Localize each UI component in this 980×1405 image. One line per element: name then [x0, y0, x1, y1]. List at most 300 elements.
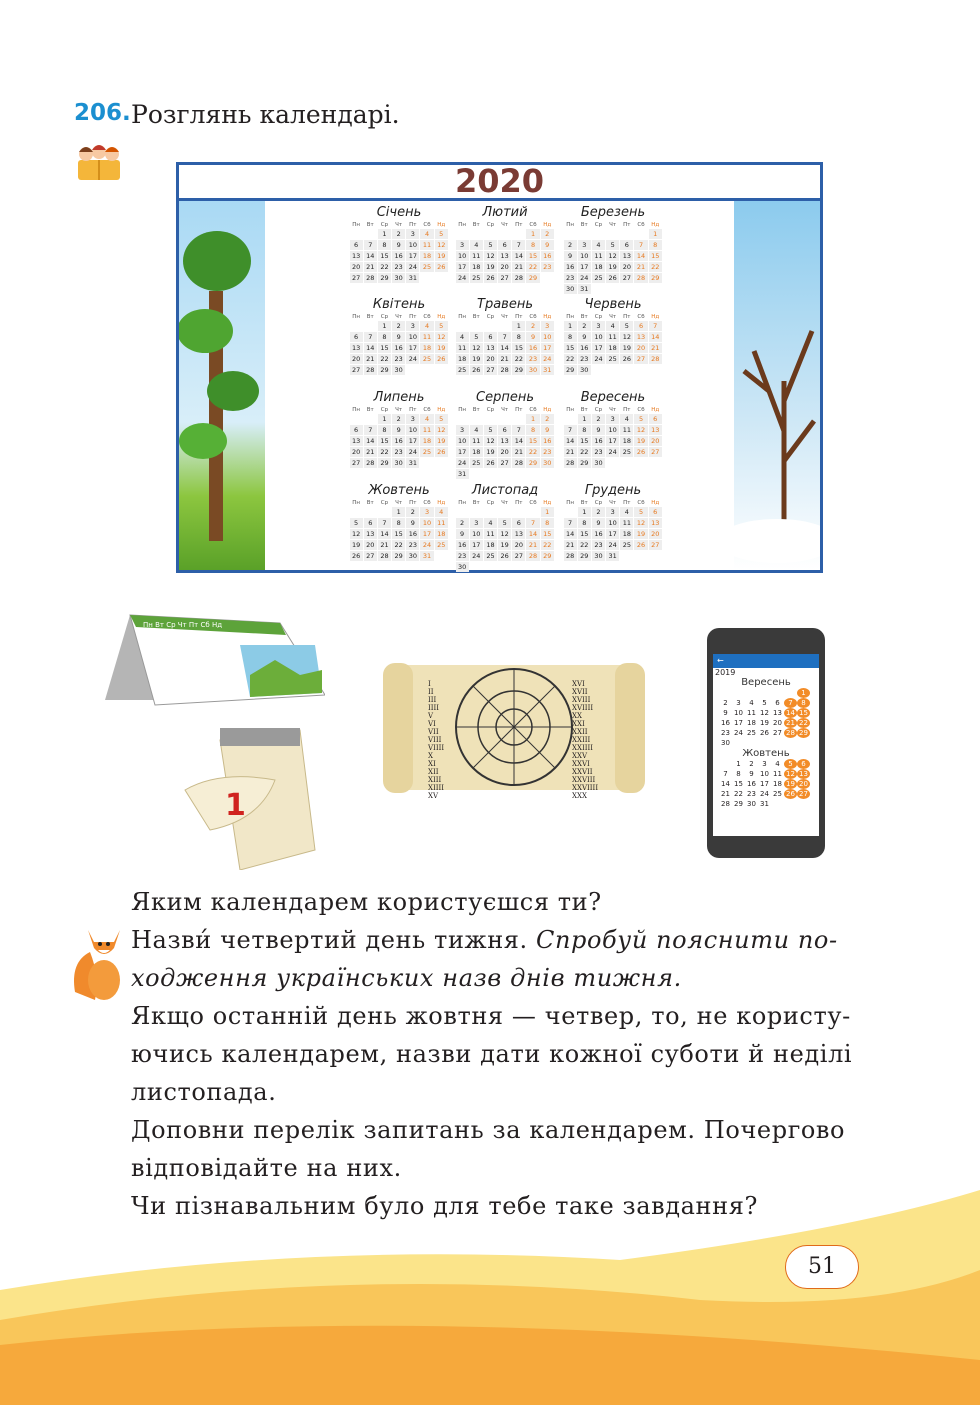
day-cell: 24: [592, 354, 605, 364]
day-cell: 4: [620, 414, 633, 424]
day-cell: 8: [378, 425, 391, 435]
weekday-header: [455, 222, 555, 228]
phone-day-cell[interactable]: 13: [797, 769, 810, 779]
day-cell: 15: [378, 436, 391, 446]
day-cell: 21: [378, 540, 391, 550]
day-cell: 29: [564, 365, 577, 375]
weekday-label: Сб: [423, 222, 431, 228]
scroll-numeral: XX: [572, 712, 582, 720]
weekday-label: Пн: [566, 314, 574, 320]
day-cell: 14: [564, 529, 577, 539]
empty-cell: [512, 229, 525, 239]
weekday-label: Нд: [437, 500, 446, 506]
phone-day-cell[interactable]: 30: [721, 739, 730, 747]
day-cell: 15: [526, 436, 539, 446]
scroll-numeral: XXVIIII: [572, 784, 599, 792]
day-cell: 4: [420, 414, 433, 424]
phone-day-cell[interactable]: 21: [721, 790, 730, 798]
question-line-3: ходження українських назв днів тижня.: [131, 964, 682, 992]
weekday-label: Пн: [458, 314, 466, 320]
phone-day-cell[interactable]: 5: [784, 759, 797, 769]
day-cell: 12: [470, 343, 483, 353]
desk-weekday: Сб: [200, 621, 210, 629]
weekday-label: Пт: [409, 222, 417, 228]
day-cell: 8: [512, 332, 525, 342]
day-cell: 11: [606, 332, 619, 342]
day-cell: 22: [378, 354, 391, 364]
day-cell: 6: [350, 240, 363, 250]
phone-day-cell[interactable]: 19: [784, 779, 797, 789]
day-cell: 3: [470, 518, 483, 528]
phone-day-cell[interactable]: 29: [797, 728, 810, 738]
weekday-header: [349, 314, 449, 320]
weekday-label: Ср: [594, 500, 603, 506]
weekday-label: Сб: [637, 407, 645, 413]
day-cell: 26: [435, 447, 448, 457]
day-cell: 4: [470, 240, 483, 250]
phone-day-cell[interactable]: 11: [747, 709, 756, 717]
day-cell: 17: [578, 262, 591, 272]
day-cell: 31: [420, 551, 433, 561]
phone-day-cell[interactable]: 25: [747, 729, 756, 737]
day-cell: 19: [435, 343, 448, 353]
empty-cell: [378, 507, 391, 517]
phone-day-cell[interactable]: 26: [760, 729, 769, 737]
day-cell: 30: [592, 458, 605, 468]
empty-cell: [364, 414, 377, 424]
day-cell: 26: [484, 458, 497, 468]
weekday-label: Пт: [409, 407, 417, 413]
desk-weekday: Вт: [155, 621, 164, 629]
day-cell: 4: [456, 332, 469, 342]
weekday-label: Вт: [580, 314, 588, 320]
day-cell: 28: [512, 458, 525, 468]
day-cell: 8: [541, 518, 554, 528]
phone-day-cell[interactable]: 17: [734, 719, 743, 727]
day-cell: 11: [420, 240, 433, 250]
day-cell: 17: [406, 251, 419, 261]
month-block: [349, 297, 449, 375]
phone-day-cell[interactable]: 12: [760, 709, 769, 717]
day-cell: 22: [392, 540, 405, 550]
phone-day-cell[interactable]: 23: [747, 790, 756, 798]
phone-day-cell[interactable]: 16: [721, 719, 730, 727]
empty-cell: [470, 507, 483, 517]
question-line-9: Чи пізнавальним було для тебе таке завдання?: [131, 1192, 758, 1220]
day-cell: 22: [649, 262, 662, 272]
desk-weekday: Нд: [211, 621, 223, 629]
day-cell: 5: [634, 507, 647, 517]
phone-day-cell[interactable]: 7: [784, 698, 797, 708]
days-grid: [455, 228, 555, 283]
empty-cell: [620, 229, 633, 239]
day-cell: 25: [420, 262, 433, 272]
scroll-numeral: VII: [428, 728, 439, 736]
day-cell: 29: [578, 458, 591, 468]
phone-day-cell[interactable]: 15: [797, 708, 810, 718]
day-cell: 8: [564, 332, 577, 342]
day-cell: 6: [634, 321, 647, 331]
phone-back-arrow-icon[interactable]: ←: [713, 654, 819, 668]
weekday-header: [563, 500, 663, 506]
day-cell: 7: [526, 518, 539, 528]
empty-cell: [564, 229, 577, 239]
weekday-label: Нд: [651, 500, 660, 506]
day-cell: 16: [392, 251, 405, 261]
phone-day-cell[interactable]: 29: [734, 800, 743, 808]
day-cell: 23: [578, 354, 591, 364]
phone-day-cell[interactable]: 10: [734, 709, 743, 717]
day-cell: 31: [406, 458, 419, 468]
day-cell: 15: [392, 529, 405, 539]
day-cell: 12: [435, 240, 448, 250]
phone-day-cell[interactable]: 2: [749, 760, 754, 768]
day-cell: 2: [526, 321, 539, 331]
phone-day-cell[interactable]: 14: [721, 780, 730, 788]
phone-day-cell[interactable]: 12: [784, 769, 797, 779]
day-cell: 14: [498, 343, 511, 353]
weekday-header: [563, 407, 663, 413]
phone-day-cell[interactable]: 20: [773, 719, 782, 727]
day-cell: 6: [350, 425, 363, 435]
day-cell: 27: [484, 365, 497, 375]
empty-cell: [456, 229, 469, 239]
weekday-label: Чт: [609, 407, 617, 413]
day-cell: 29: [526, 273, 539, 283]
phone-day-cell[interactable]: 28: [721, 800, 730, 808]
phone-day-cell[interactable]: 22: [797, 718, 810, 728]
phone-day-cell[interactable]: 9: [749, 770, 754, 778]
scroll-numeral: XI: [428, 760, 436, 768]
day-cell: 21: [634, 262, 647, 272]
day-cell: 17: [406, 436, 419, 446]
day-cell: 14: [649, 332, 662, 342]
phone-day-cell[interactable]: 24: [760, 790, 769, 798]
weekday-label: Пн: [566, 500, 574, 506]
desk-weekday: Пт: [188, 621, 199, 629]
day-cell: 19: [498, 540, 511, 550]
empty-cell: [784, 688, 797, 698]
day-cell: 20: [498, 262, 511, 272]
day-cell: 16: [541, 436, 554, 446]
day-cell: 9: [564, 251, 577, 261]
day-cell: 28: [364, 458, 377, 468]
day-cell: 7: [364, 332, 377, 342]
month-block: [563, 483, 663, 561]
day-cell: 7: [564, 425, 577, 435]
phone-day-cell[interactable]: 8: [736, 770, 741, 778]
weekday-header: [455, 407, 555, 413]
day-cell: 16: [456, 540, 469, 550]
day-cell: 3: [592, 321, 605, 331]
day-cell: 6: [649, 414, 662, 424]
day-cell: 6: [350, 332, 363, 342]
question-line-2-italic: Спробуй пояснити по-: [536, 926, 838, 954]
phone-day-cell[interactable]: 7: [723, 770, 728, 778]
day-cell: 11: [435, 518, 448, 528]
day-cell: 5: [620, 321, 633, 331]
day-cell: 7: [364, 240, 377, 250]
weekday-label: Нд: [651, 314, 660, 320]
day-cell: 4: [420, 321, 433, 331]
phone-day-cell[interactable]: 27: [773, 729, 782, 737]
day-cell: 9: [392, 240, 405, 250]
weekday-label: Пт: [515, 407, 523, 413]
day-cell: 27: [620, 273, 633, 283]
day-cell: 18: [620, 436, 633, 446]
weekday-label: Пт: [409, 500, 417, 506]
empty-cell: [470, 321, 483, 331]
month-name: Вересень: [580, 390, 646, 405]
day-cell: 6: [484, 332, 497, 342]
day-cell: 18: [435, 529, 448, 539]
weekday-label: Пт: [623, 407, 631, 413]
days-grid: [349, 228, 449, 283]
weekday-label: Пт: [409, 314, 417, 320]
phone-day-cell[interactable]: 18: [773, 780, 782, 788]
phone-day-cell[interactable]: 16: [747, 780, 756, 788]
day-cell: 12: [484, 251, 497, 261]
day-cell: 8: [649, 240, 662, 250]
weekday-label: Ср: [594, 407, 603, 413]
phone-day-cell[interactable]: 28: [784, 728, 797, 738]
day-cell: 29: [526, 458, 539, 468]
day-cell: 17: [541, 343, 554, 353]
phone-day-cell[interactable]: 14: [784, 708, 797, 718]
days-grid: [349, 413, 449, 468]
phone-day-cell[interactable]: 23: [721, 729, 730, 737]
poster-year: 2020: [454, 162, 545, 200]
day-cell: 14: [364, 343, 377, 353]
day-cell: 9: [392, 332, 405, 342]
day-cell: 10: [406, 425, 419, 435]
days-grid: [563, 413, 663, 468]
day-cell: 11: [620, 518, 633, 528]
empty-cell: [578, 229, 591, 239]
phone-day-cell[interactable]: 25: [773, 790, 782, 798]
day-cell: 4: [606, 321, 619, 331]
phone-day-cell[interactable]: 27: [797, 789, 810, 799]
scroll-numeral: XVIIII: [572, 704, 594, 712]
day-cell: 12: [606, 251, 619, 261]
phone-day-cell[interactable]: 20: [797, 779, 810, 789]
phone-day-cell[interactable]: 9: [723, 709, 728, 717]
day-cell: 13: [484, 343, 497, 353]
month-block: [455, 390, 555, 479]
day-cell: 19: [350, 540, 363, 550]
phone-month-grid: [713, 759, 819, 809]
day-cell: 28: [498, 365, 511, 375]
phone-day-cell[interactable]: 4: [749, 699, 754, 707]
day-cell: 14: [512, 436, 525, 446]
day-cell: 13: [350, 251, 363, 261]
phone-day-cell[interactable]: 1: [797, 688, 810, 698]
day-cell: 18: [470, 447, 483, 457]
day-cell: 19: [435, 251, 448, 261]
weekday-header: [349, 407, 449, 413]
day-cell: 16: [392, 436, 405, 446]
phone-day-cell[interactable]: 6: [797, 759, 810, 769]
day-cell: 26: [606, 273, 619, 283]
desk-weekday: Ср: [166, 621, 176, 629]
question-line-8: відповідайте на них.: [131, 1154, 402, 1182]
phone-day-cell[interactable]: 4: [775, 760, 780, 768]
day-cell: 21: [364, 447, 377, 457]
empty-cell: [745, 688, 758, 698]
day-cell: 26: [435, 262, 448, 272]
weekday-label: Сб: [529, 407, 537, 413]
day-cell: 23: [392, 354, 405, 364]
month-block: [563, 205, 663, 294]
weekday-label: Ср: [380, 222, 389, 228]
weekday-label: Чт: [501, 222, 509, 228]
day-cell: 21: [649, 343, 662, 353]
day-cell: 11: [470, 436, 483, 446]
empty-cell: [719, 688, 732, 698]
weekday-label: Нд: [543, 314, 552, 320]
day-cell: 18: [484, 540, 497, 550]
day-cell: 31: [578, 284, 591, 294]
day-cell: 3: [456, 240, 469, 250]
phone-day-cell[interactable]: 5: [762, 699, 767, 707]
day-cell: 1: [392, 507, 405, 517]
day-cell: 7: [564, 518, 577, 528]
day-cell: 5: [484, 240, 497, 250]
day-cell: 12: [620, 332, 633, 342]
phone-day-cell[interactable]: 3: [762, 760, 767, 768]
day-cell: 27: [512, 551, 525, 561]
month-block: [455, 297, 555, 375]
day-cell: 25: [592, 273, 605, 283]
day-cell: 18: [420, 436, 433, 446]
weekday-label: Пн: [352, 314, 360, 320]
day-cell: 4: [484, 518, 497, 528]
phone-day-cell[interactable]: 15: [734, 780, 743, 788]
day-cell: 7: [378, 518, 391, 528]
day-cell: 22: [378, 262, 391, 272]
day-cell: 22: [578, 540, 591, 550]
phone-day-cell[interactable]: 26: [784, 789, 797, 799]
day-cell: 2: [592, 507, 605, 517]
day-cell: 8: [526, 240, 539, 250]
desk-calendar-weekdays: [143, 621, 222, 629]
weekday-label: Сб: [637, 500, 645, 506]
empty-cell: [364, 321, 377, 331]
day-cell: 23: [526, 354, 539, 364]
phone-day-cell[interactable]: 19: [760, 719, 769, 727]
phone-day-cell[interactable]: 8: [797, 698, 810, 708]
day-cell: 5: [435, 321, 448, 331]
empty-cell: [350, 229, 363, 239]
day-cell: 24: [406, 447, 419, 457]
month-block: [455, 483, 555, 572]
weekday-header: [455, 500, 555, 506]
phone-day-cell[interactable]: 11: [773, 770, 782, 778]
day-cell: 2: [392, 414, 405, 424]
day-cell: 21: [564, 540, 577, 550]
scroll-numeral: III: [428, 696, 437, 704]
phone-day-cell[interactable]: 3: [736, 699, 741, 707]
phone-day-cell[interactable]: 6: [775, 699, 780, 707]
day-cell: 23: [592, 447, 605, 457]
day-cell: 29: [378, 458, 391, 468]
empty-cell: [350, 414, 363, 424]
day-cell: 22: [564, 354, 577, 364]
day-cell: 15: [578, 436, 591, 446]
phone-day-cell[interactable]: 17: [760, 780, 769, 788]
day-cell: 24: [470, 551, 483, 561]
phone-day-cell[interactable]: 13: [773, 709, 782, 717]
scroll-numeral: XVII: [572, 688, 588, 696]
day-cell: 11: [470, 251, 483, 261]
weekday-label: Вт: [366, 500, 374, 506]
phone-screen: [713, 654, 819, 836]
day-cell: 28: [564, 458, 577, 468]
day-cell: 19: [435, 436, 448, 446]
day-cell: 17: [592, 343, 605, 353]
day-cell: 3: [456, 425, 469, 435]
day-cell: 9: [592, 518, 605, 528]
day-cell: 15: [578, 529, 591, 539]
month-block: [563, 297, 663, 375]
day-cell: 12: [498, 529, 511, 539]
day-cell: 15: [378, 343, 391, 353]
weekday-label: Вт: [366, 407, 374, 413]
phone-day-cell[interactable]: 1: [736, 760, 741, 768]
day-cell: 20: [350, 447, 363, 457]
page-number: 51: [785, 1245, 859, 1289]
phone-day-cell[interactable]: 31: [760, 800, 769, 808]
phone-day-cell[interactable]: 10: [760, 770, 769, 778]
day-cell: 30: [541, 458, 554, 468]
weekday-header: [563, 222, 663, 228]
day-cell: 13: [350, 343, 363, 353]
reading-kids-icon: [72, 140, 126, 182]
weekday-label: Нд: [651, 407, 660, 413]
phone-day-cell[interactable]: 18: [747, 719, 756, 727]
day-cell: 14: [378, 529, 391, 539]
phone-day-cell[interactable]: 21: [784, 718, 797, 728]
day-cell: 10: [406, 332, 419, 342]
day-cell: 28: [526, 551, 539, 561]
day-cell: 24: [406, 354, 419, 364]
phone-day-cell[interactable]: 24: [734, 729, 743, 737]
phone-day-cell[interactable]: 30: [747, 800, 756, 808]
phone-day-cell[interactable]: 2: [723, 699, 728, 707]
question-line-4: Якщо останній день жовтня — четвер, то, не користу-: [131, 1002, 851, 1030]
month-block: [563, 390, 663, 468]
day-cell: 19: [606, 262, 619, 272]
phone-day-cell[interactable]: 22: [734, 790, 743, 798]
day-cell: 22: [378, 447, 391, 457]
scroll-numeral: XXX: [572, 792, 587, 800]
day-cell: 21: [526, 540, 539, 550]
scroll-numeral: IIII: [428, 704, 440, 712]
month-name: Січень: [376, 205, 422, 220]
day-cell: 5: [350, 518, 363, 528]
day-cell: 12: [435, 332, 448, 342]
empty-cell: [456, 321, 469, 331]
day-cell: 13: [498, 436, 511, 446]
day-cell: 3: [578, 240, 591, 250]
weekday-label: Пн: [352, 222, 360, 228]
days-grid: [455, 320, 555, 375]
day-cell: 13: [634, 332, 647, 342]
day-cell: 23: [406, 540, 419, 550]
day-cell: 9: [526, 332, 539, 342]
question-line-6: листопада.: [131, 1078, 277, 1106]
day-cell: 26: [435, 354, 448, 364]
